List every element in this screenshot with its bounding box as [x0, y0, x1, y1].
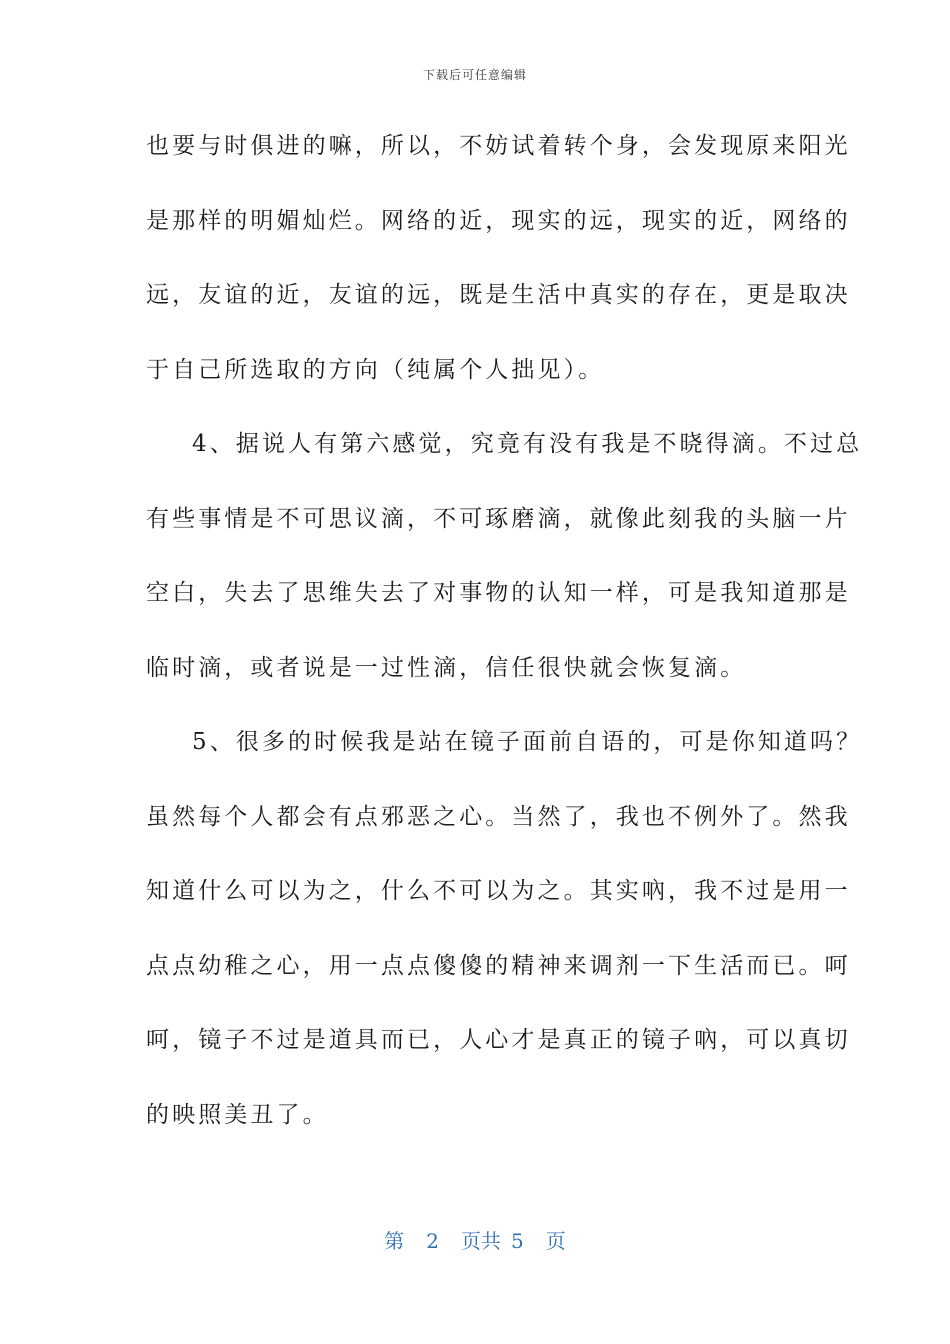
page-number-footer: [0, 1225, 950, 1254]
text-line: 呵，镜子不过是道具而已，人心才是真正的镜子吶，可以真切: [146, 1027, 851, 1053]
text-line: 点点幼稚之心，用一点点傻傻的精神来调剂一下生活而已。呵: [146, 952, 851, 979]
current-page-number: 2: [426, 1229, 439, 1253]
text-line: 有些事情是不可思议滴，不可琢磨滴，就像此刻我的头脑一片: [146, 505, 851, 532]
page-prefix: 第: [384, 1229, 405, 1253]
page-suffix: 页: [545, 1229, 566, 1253]
text-line: 远，友谊的近，友谊的远，既是生活中真实的存在，更是取决: [146, 282, 851, 308]
text-line: 是那样的明媚灿烂。网络的近，现实的远，现实的近，网络的: [146, 207, 851, 234]
paragraph-first-line: 5、很多的时候我是站在镜子面前自语的，可是你知道吗？: [192, 729, 863, 755]
text-line: 临时滴，或者说是一过性滴，信任很快就会恢复滴。: [146, 654, 747, 681]
text-line: 知道什么可以为之，什么不可以为之。其实吶，我不过是用一: [146, 878, 851, 904]
text-line: 空白，失去了思维失去了对事物的认知一样，可是我知道那是: [146, 580, 851, 606]
document-body: [146, 124, 863, 1167]
paragraph-first-line: 4、据说人有第六感觉，究竟有没有我是不晓得滴。不过总: [192, 431, 863, 457]
text-line: 也要与时俱进的嘛，所以，不妨试着转个身，会发现原来阳光: [146, 133, 851, 159]
text-line: 于自己所选取的方向（纯属个人拙见）。: [146, 356, 605, 383]
total-pages-number: 5: [511, 1229, 524, 1253]
page-mid-label: 页共: [461, 1229, 501, 1253]
text-line: 虽然每个人都会有点邪恶之心。当然了，我也不例外了。然我: [146, 803, 851, 830]
text-line: 的映照美丑了。: [146, 1101, 329, 1128]
page-header-note: 下载后可任意编辑: [422, 68, 527, 82]
